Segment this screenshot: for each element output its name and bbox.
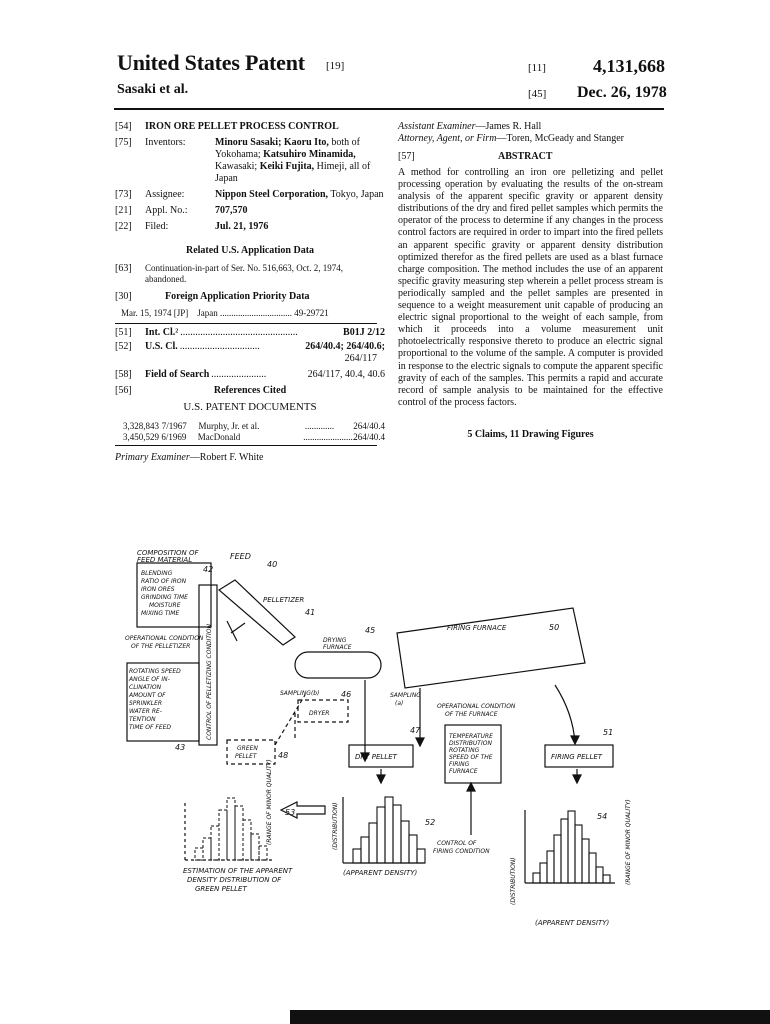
histogram-bar <box>561 819 568 883</box>
histogram-bar <box>227 798 235 860</box>
svg-text:OF THE PELLETIZER: OF THE PELLETIZER <box>131 643 191 650</box>
histogram-bar <box>235 806 243 860</box>
histogram-bar <box>195 848 203 860</box>
appl-number: 707,570 <box>215 205 248 216</box>
reference-row: 3,450,529 6/1969 MacDonald ........................ 264/40.4 <box>123 432 385 442</box>
us-class-cont: 264/117 <box>344 353 377 364</box>
svg-text:CLINATION: CLINATION <box>129 684 162 691</box>
histogram-bar <box>203 838 211 860</box>
patent-date-tag: [45] <box>528 88 547 100</box>
svg-text:DENSITY DISTRIBUTION OF: DENSITY DISTRIBUTION OF <box>187 876 282 884</box>
histogram-bar <box>417 849 425 863</box>
claims-summary: 5 Claims, 11 Drawing Figures <box>467 428 594 440</box>
bibliographic-column <box>115 121 385 464</box>
histogram-bar <box>211 826 219 860</box>
patent-title: United States Patent <box>117 50 305 75</box>
svg-text:SPRINKLER: SPRINKLER <box>129 700 163 707</box>
svg-text:51: 51 <box>603 728 614 737</box>
svg-text:OPERATIONAL CONDITION: OPERATIONAL CONDITION <box>437 703 516 710</box>
green-pellet-histogram <box>195 798 267 860</box>
svg-text:(APPARENT DENSITY): (APPARENT DENSITY) <box>535 919 610 927</box>
svg-text:AMOUNT OF: AMOUNT OF <box>129 692 166 699</box>
svg-text:MIXING TIME: MIXING TIME <box>141 610 180 617</box>
svg-text:(RANGE OF MINOR QUALITY): (RANGE OF MINOR QUALITY) <box>625 799 632 885</box>
pelletizer-shape <box>219 580 295 645</box>
us-class: 264/40.4; 264/40.6; <box>305 341 385 352</box>
svg-text:TENTION: TENTION <box>129 716 156 723</box>
svg-text:43: 43 <box>175 743 186 752</box>
svg-text:DRYER: DRYER <box>309 710 330 717</box>
histogram-bar <box>554 835 561 883</box>
svg-text:FURNACE: FURNACE <box>449 768 478 775</box>
svg-text:GREEN: GREEN <box>237 745 258 752</box>
patent-date: Dec. 26, 1978 <box>577 84 667 101</box>
firing-pellet-label: FIRING PELLET <box>551 753 603 761</box>
svg-text:FEED: FEED <box>230 552 251 561</box>
svg-text:SPEED OF THE: SPEED OF THE <box>449 754 493 761</box>
svg-text:OF THE FURNACE: OF THE FURNACE <box>445 711 498 718</box>
histogram-bar <box>353 849 361 863</box>
svg-text:52: 52 <box>425 818 436 827</box>
svg-text:CONTROL OF: CONTROL OF <box>437 840 477 847</box>
field-56: [56] References Cited <box>115 385 385 397</box>
dry-pellet-label: DRY PELLET <box>355 753 397 761</box>
histogram-bar <box>547 851 554 883</box>
histogram-bar <box>533 873 540 883</box>
field-63: [63] Continuation-in-part of Ser. No. 516,663, Oct. 2, 1974, abandoned. <box>115 263 385 285</box>
histogram-bar <box>409 835 417 863</box>
svg-text:(a): (a) <box>395 700 404 707</box>
svg-text:TEMPERATURE: TEMPERATURE <box>449 733 493 740</box>
histogram-bar <box>377 807 385 863</box>
abstract-text: A method for controlling an iron ore pelletizing and pellet processing operation by evaluating the results of the on-stream analysis of the apparent specific gravity or apparent density distributions of the dry and fired pellet samples which permits the operator of the process to determine if any changes in the process control factors are required in order to impart into the fired pellets an apparent specific gravity or apparent density distribution optimized therefor as the fired pellets are used as a blast furnace charge composition. The method includes the use of an apparent specific gravity measuring step wherein a pellet process stream is periodically sampled and the pellet samples are presented in sequence to a weight measurement unit capable of producing an electric signal proportional to the weight of each sample, from which it proceeds into a volume measurement unit photoelectrically responsive thereto to produce an electric signal proportional to the volume of the sample. A computer is provided in response to the electric signals to compute the apparent specific gravity of each of the samples. This permits a rapid and accurate record of sample analysis to be maintained for the effective control of the process factors. <box>398 167 663 408</box>
assistant-examiner: Assistant Examiner—James R. Hall <box>398 121 542 132</box>
divider <box>115 323 377 324</box>
svg-text:41: 41 <box>305 608 316 617</box>
svg-text:45: 45 <box>365 626 376 635</box>
histogram-bar <box>251 834 259 860</box>
svg-text:47: 47 <box>410 726 421 735</box>
patent-number-tag: [11] <box>528 62 546 74</box>
svg-text:MOISTURE: MOISTURE <box>149 602 181 609</box>
histogram-bar <box>259 846 267 860</box>
histogram-bar <box>401 821 409 863</box>
field-54: [54] IRON ORE PELLET PROCESS CONTROL <box>115 121 385 133</box>
abstract-heading-row: [57] ABSTRACT <box>398 151 553 162</box>
filed-date: Jul. 21, 1976 <box>215 221 269 232</box>
field-73: [73] Assignee: Nippon Steel Corporation, Tokyo, Japan <box>115 189 384 200</box>
field-22: [22] Filed: Jul. 21, 1976 <box>115 221 385 233</box>
inventor-short: Sasaki et al. <box>117 82 189 97</box>
svg-text:DRYING: DRYING <box>323 637 347 644</box>
histogram-bar <box>540 863 547 883</box>
svg-text:TIME OF FEED: TIME OF FEED <box>129 724 172 731</box>
histogram-bar <box>568 811 575 883</box>
process-drawing <box>115 545 675 940</box>
histogram-bar <box>589 853 596 883</box>
firing-furnace-shape <box>397 608 585 688</box>
field-30: [30] Foreign Application Priority Data <box>115 291 385 303</box>
title-tag: [19] <box>326 60 345 72</box>
continuation-text: Continuation-in-part of Ser. No. 516,663, Oct. 2, 1974, abandoned. <box>145 263 343 284</box>
primary-examiner: Primary Examiner—Robert F. White <box>115 452 264 463</box>
svg-text:54: 54 <box>597 812 608 821</box>
histogram-bar <box>243 820 251 860</box>
svg-text:FIRING: FIRING <box>449 761 470 768</box>
histogram-bar <box>385 797 393 863</box>
references-heading: References Cited <box>213 385 287 396</box>
svg-text:GRINDING TIME: GRINDING TIME <box>141 594 188 601</box>
abstract-heading: ABSTRACT <box>498 151 553 162</box>
histogram-bar <box>603 875 610 883</box>
svg-text:53: 53 <box>285 808 296 817</box>
scan-edge-bar <box>290 1010 770 1024</box>
field-21: [21] Appl. No.: 707,570 <box>115 205 385 217</box>
histogram-bar <box>575 825 582 883</box>
field-of-search: 264/117, 40.4, 40.6 <box>307 369 385 380</box>
svg-text:BLENDING: BLENDING <box>141 570 173 577</box>
fired-pellet-histogram <box>533 811 610 883</box>
svg-text:(APPARENT DENSITY): (APPARENT DENSITY) <box>343 869 418 877</box>
priority-line: Mar. 15, 1974 [JP] Japan ................................ 49-29721 <box>121 308 329 318</box>
histogram-bar <box>582 839 589 883</box>
svg-text:FURNACE: FURNACE <box>323 644 352 651</box>
composition-label: COMPOSITION OF <box>137 549 199 557</box>
svg-text:IRON ORES: IRON ORES <box>141 586 175 593</box>
svg-text:(DISTRIBUTION): (DISTRIBUTION) <box>510 857 517 905</box>
pelletizer-label: PELLETIZER <box>263 596 305 604</box>
svg-text:DISTRIBUTION: DISTRIBUTION <box>449 740 492 747</box>
invention-title: IRON ORE PELLET PROCESS CONTROL <box>145 121 339 132</box>
control-pelletizing-label: CONTROL OF PELLETIZING CONDITION <box>206 624 213 740</box>
abstract-column <box>398 121 663 441</box>
svg-text:(DISTRIBUTION): (DISTRIBUTION) <box>332 802 339 850</box>
us-docs-heading: U.S. PATENT DOCUMENTS <box>183 401 317 413</box>
field-51: [51] Int. Cl.² ............................................... B01J 2/12 <box>115 327 385 338</box>
field-75: [75] Inventors: Minoru Sasaki; Kaoru Ito, both of Yokohama; Katsuhiro Minamida, Kawasaki; Keiki Fujita, Himeji, all of Japan <box>115 137 385 185</box>
svg-text:PELLET: PELLET <box>235 753 257 760</box>
svg-text:ROTATING SPEED: ROTATING SPEED <box>129 668 181 675</box>
drying-furnace-shape <box>295 652 381 678</box>
svg-text:42: 42 <box>203 565 214 574</box>
inventors-list: Minoru Sasaki; Kaoru Ito, both of Yokohama; Katsuhiro Minamida, Kawasaki; Keiki Fujita, Himeji, all of Japan <box>215 137 371 184</box>
svg-text:ROTATING: ROTATING <box>449 747 480 754</box>
histogram-bar <box>596 867 603 883</box>
svg-text:ANGLE OF IN-: ANGLE OF IN- <box>129 676 170 683</box>
field-58: [58] Field of Search ...................... 264/117, 40.4, 40.6 <box>115 369 385 380</box>
svg-text:GREEN PELLET: GREEN PELLET <box>195 885 247 893</box>
svg-text:(RANGE OF MINOR QUALITY): (RANGE OF MINOR QUALITY) <box>266 759 273 845</box>
patent-number: 4,131,668 <box>593 56 665 76</box>
firing-furnace-label: FIRING FURNACE <box>447 624 507 632</box>
attorney: Attorney, Agent, or Firm—Toren, McGeady and Stanger <box>398 133 625 144</box>
svg-text:46: 46 <box>341 690 352 699</box>
estimation-caption: ESTIMATION OF THE APPARENT <box>183 867 293 875</box>
histogram-bar <box>219 810 227 860</box>
field-52: [52] U.S. Cl. ................................ 264/40.4; 264/40.6; <box>115 341 385 352</box>
reference-row: 3,328,843 7/1967 Murphy, Jr. et al. ............. 264/40.4 <box>123 421 385 431</box>
svg-text:RATIO OF IRON: RATIO OF IRON <box>141 578 187 585</box>
svg-text:OPERATIONAL CONDITION: OPERATIONAL CONDITION <box>125 635 204 642</box>
svg-text:WATER RE-: WATER RE- <box>129 708 162 715</box>
priority-heading: Foreign Application Priority Data <box>165 291 310 302</box>
svg-text:SAMPLING: SAMPLING <box>390 692 421 699</box>
histogram-bar <box>369 823 377 863</box>
svg-text:FIRING CONDITION: FIRING CONDITION <box>433 848 490 855</box>
dry-pellet-histogram <box>353 797 425 863</box>
svg-text:FEED MATERIAL: FEED MATERIAL <box>137 556 193 564</box>
svg-text:40: 40 <box>267 560 278 569</box>
svg-text:48: 48 <box>278 751 289 760</box>
header-rule <box>114 108 664 110</box>
assignee: Nippon Steel Corporation, Tokyo, Japan <box>215 189 384 200</box>
svg-text:50: 50 <box>549 623 560 632</box>
svg-text:SAMPLING(b): SAMPLING(b) <box>280 690 320 697</box>
histogram-bar <box>361 837 369 863</box>
divider <box>115 445 377 446</box>
related-data-heading: Related U.S. Application Data <box>185 245 315 256</box>
int-class: B01J 2/12 <box>343 327 385 338</box>
histogram-bar <box>393 805 401 863</box>
